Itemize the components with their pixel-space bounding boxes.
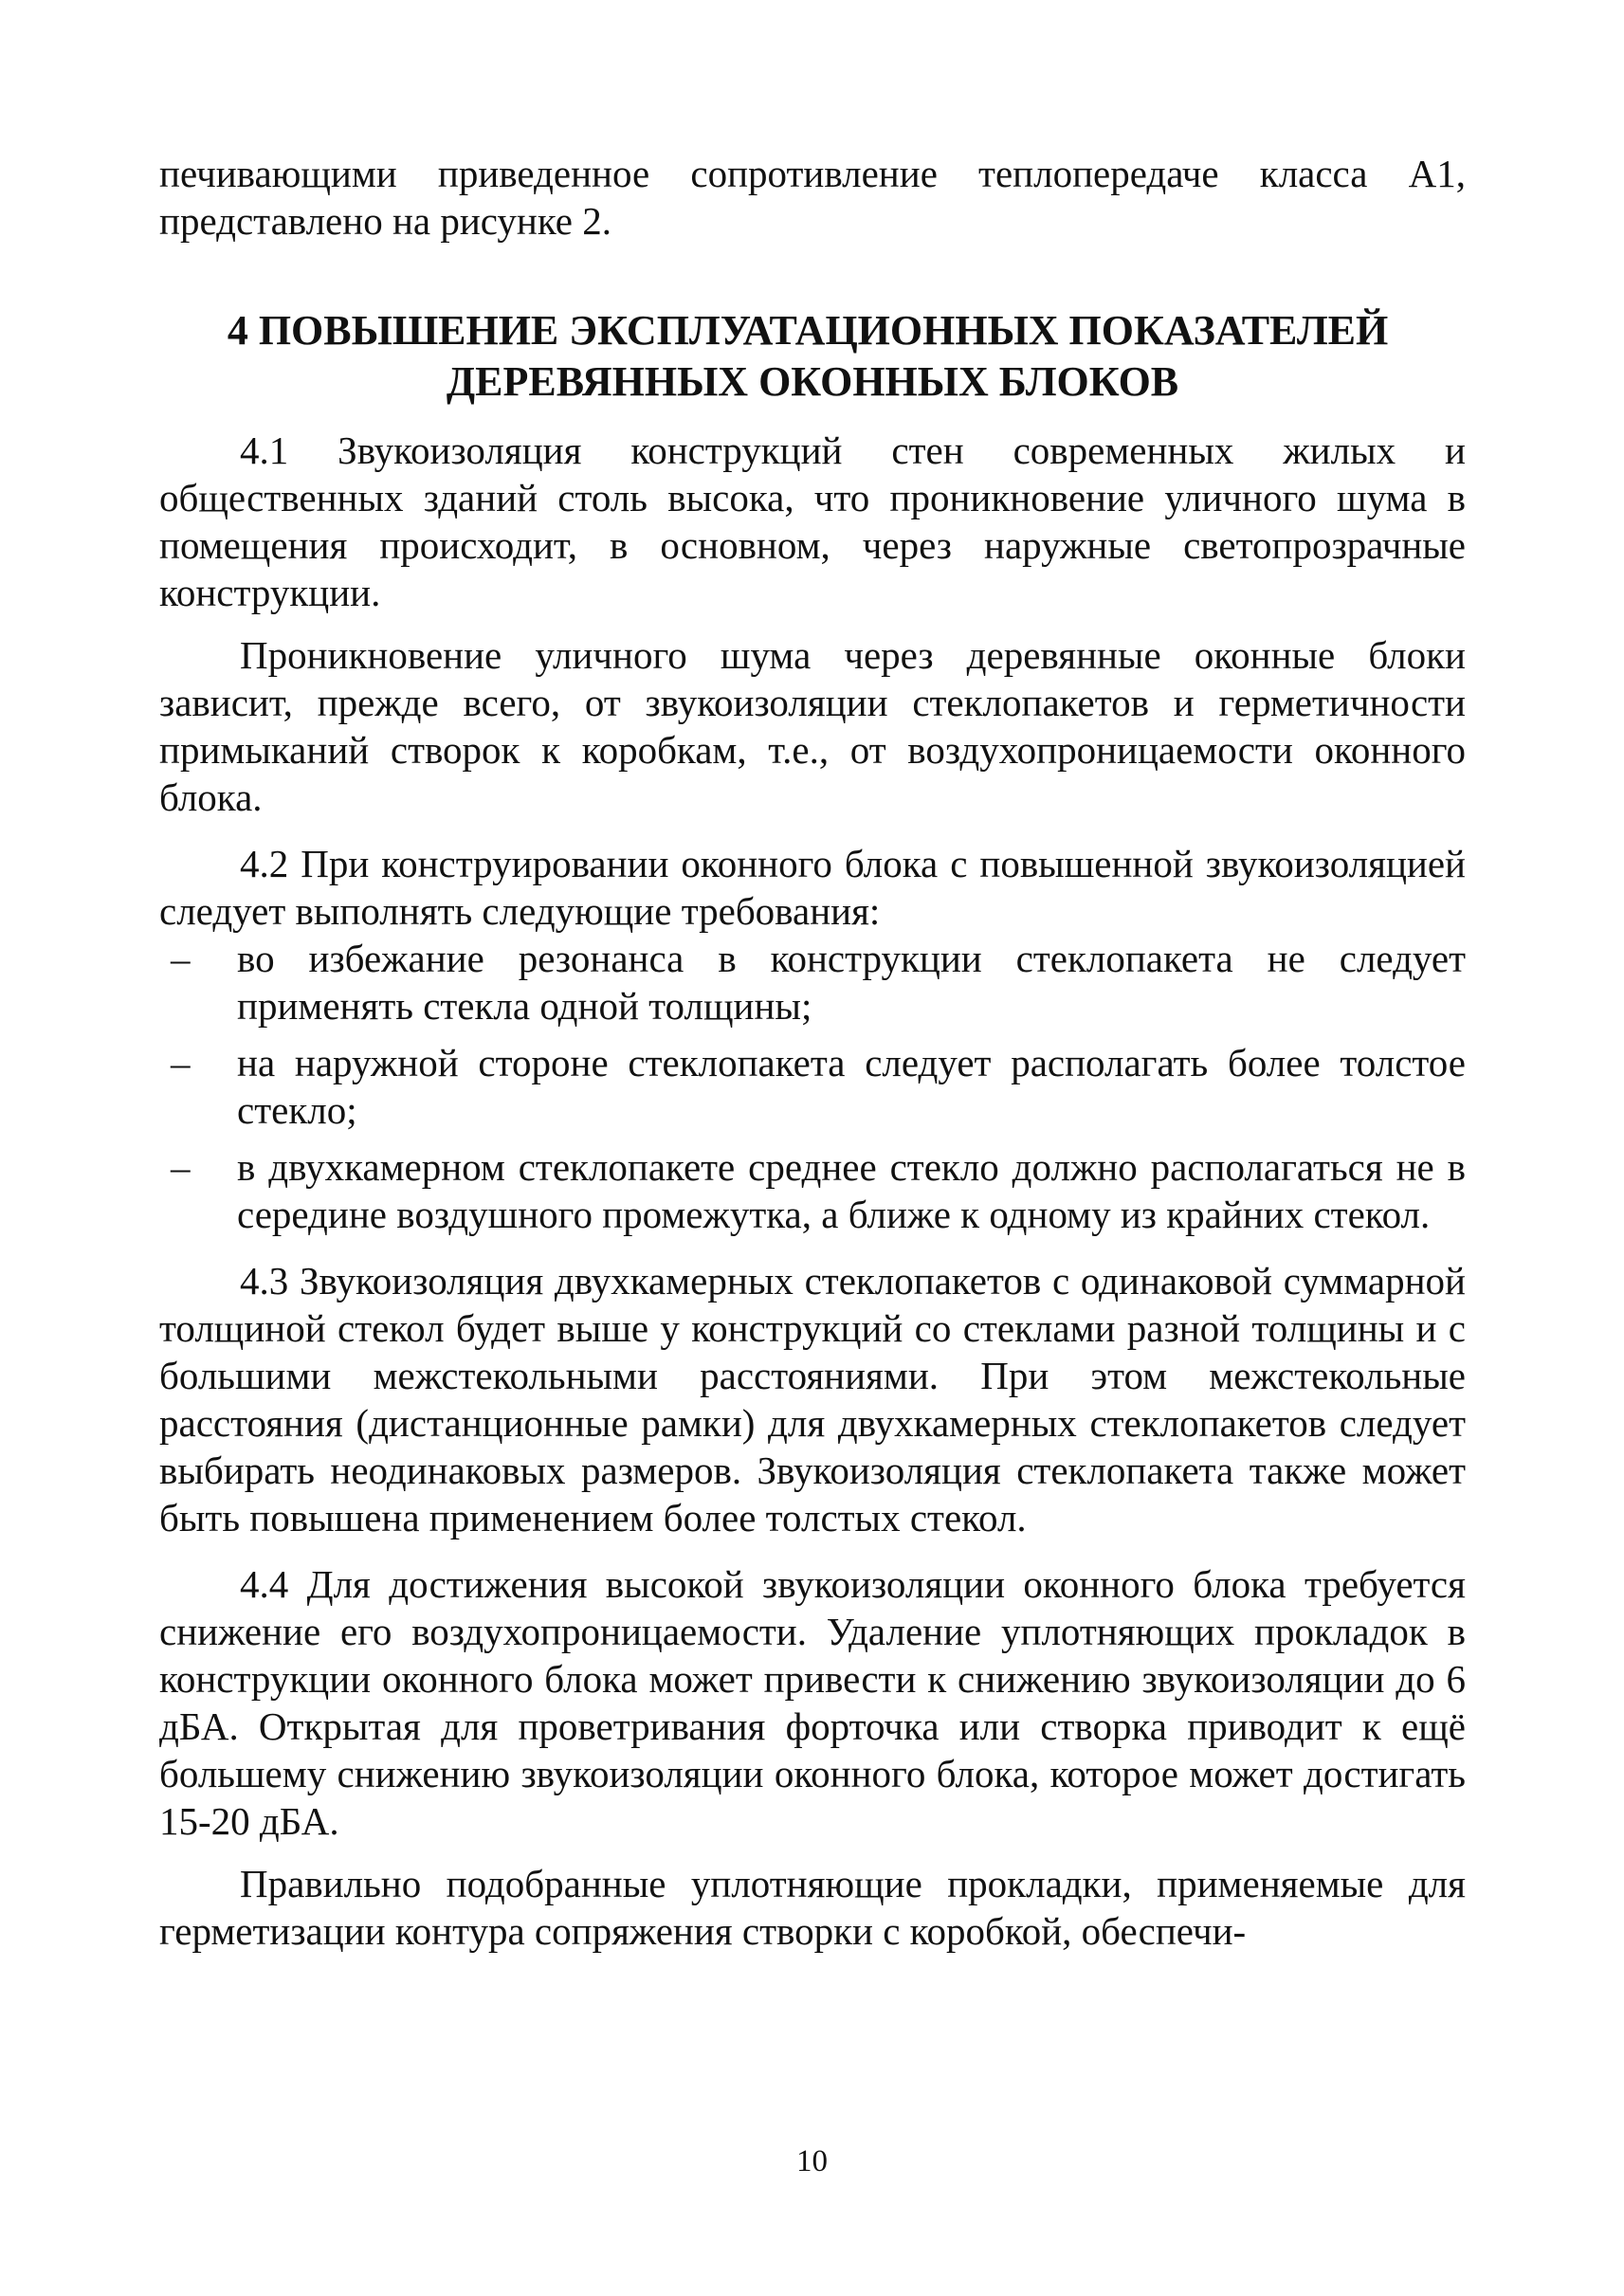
intro-paragraph: печивающими приведенное сопротивление теплопередаче класса А1, представлено на рисунке 2. [159,152,1466,243]
section-heading-line2: ДЕРЕВЯННЫХ ОКОННЫХ БЛОКОВ [446,358,1179,405]
paragraph-4-4: 4.4 Для достижения высокой звукоизоляции оконного блока требуется снижение его воздухопроницаемости. Удаление уплотняющих прокладок в конструкции оконного блока может привести к снижению звукоизоляции до 6 дБА. Открытая для проветривания форточка или створка приводит к ещё большему снижению звукоизоляции оконного блока, которое может достигать 15-20 дБА. [159,1562,1466,1843]
paragraph-4-2: 4.2 При конструировании оконного блока с повышенной звукоизоляцией следует выполнять следующие требования: [159,842,1466,933]
list-item-text: на наружной стороне стеклопакета следует располагать более толстое стекло; [237,1041,1466,1132]
list-item [159,1143,1466,1238]
paragraph-4-3: 4.3 Звукоизоляция двухкамерных стеклопакетов с одинаковой суммарной толщиной стекол будет выше у конструкций со стеклами разной толщины и с большими межстекольными расстояниями. При этом межстекольные расстояния (дистанционные рамки) для двухкамерных стеклопакетов следует выбирать неодинаковых размеров. Звукоизоляция стеклопакета также может быть повышена применением более толстых стекол. [159,1259,1466,1540]
paragraph-4-1-continued: Проникновение уличного шума через деревянные оконные блоки зависит, прежде всего, от звукоизоляции стеклопакетов и герметичности примыканий створок к коробкам, т.е., от воздухопроницаемости оконного блока. [159,633,1466,819]
list-dash: – [171,1041,191,1084]
list-item [159,935,1466,1030]
list-dash: – [171,1145,191,1189]
section-heading-line1: 4 ПОВЫШЕНИЕ ЭКСПЛУАТАЦИОННЫХ ПОКАЗАТЕЛЕЙ [227,307,1389,354]
paragraph-4-4-continued: Правильно подобранные уплотняющие прокладки, применяемые для герметизации контура сопряжения створки с коробкой, обеспечи- [159,1862,1466,1953]
list-item-text: во избежание резонанса в конструкции стеклопакета не следует применять стекла одной толщины; [237,937,1466,1028]
paragraph-4-1: 4.1 Звукоизоляция конструкций стен современных жилых и общественных зданий столь высока, что проникновение уличного шума в помещения происходит, в основном, через наружные светопрозрачные конструкции. [159,428,1466,614]
section-heading [159,305,1466,408]
list-dash: – [171,937,191,980]
list-item-text: в двухкамерном стеклопакете среднее стекло должно располагаться не в середине воздушного промежутка, а ближе к одному из крайних стекол. [237,1145,1466,1236]
document-page [159,150,1466,1955]
page-number: 10 [796,2144,828,2178]
requirements-list [159,935,1466,1238]
list-item [159,1039,1466,1134]
